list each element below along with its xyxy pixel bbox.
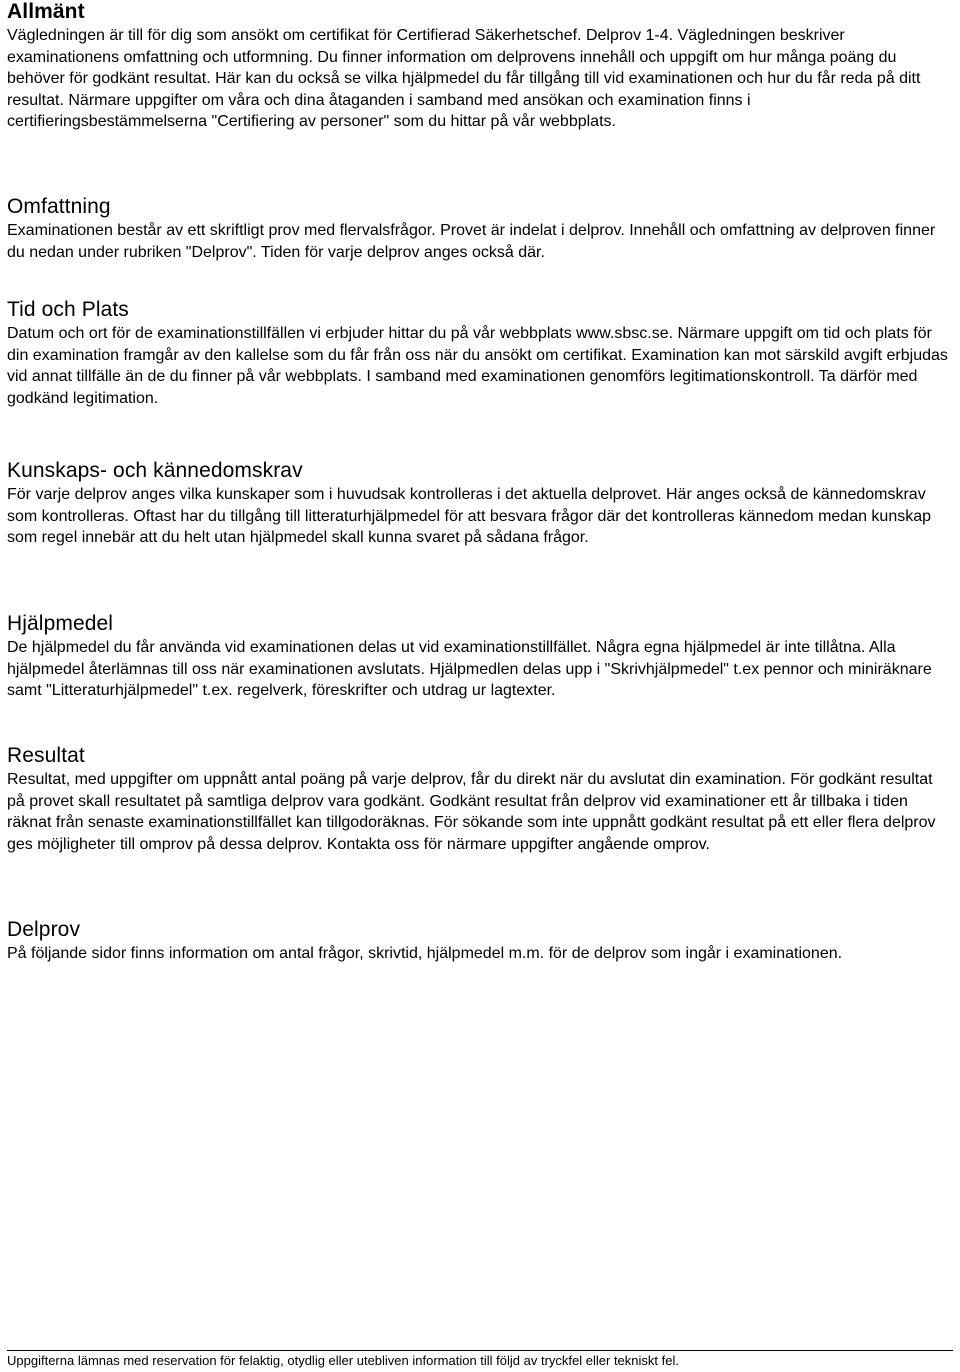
- section-body-hjalpmedel: De hjälpmedel du får använda vid examinationen delas ut vid examinationstillfället. Några egna hjälpmedel är inte tillåtna. Alla hjälpmedel återlämnas till oss när examinationen avslutats. Hjälpmedlen delas upp i "Skrivhjälpmedel" t.ex pennor och miniräknare samt "Litteraturhjälpmedel" t.ex. regelverk, föreskrifter och utdrag ur lagtexter.: [7, 639, 932, 699]
- section-body-allmant: Vägledningen är till för dig som ansökt om certifikat för Certifierad Säkerhetschef. Delprov 1-4. Vägledningen beskriver examinationens omfattning och utformning. Du finner information om delprovens innehåll och uppgift om hur många poäng du behöver för godkänt resultat. Här kan du också se vilka hjälpmedel du får tillgång till vid examinationen och hur du får reda på ditt resultat. Närmare uppgifter om våra och dina åtaganden i samband med ansökan och examination finns i certifieringsbestämmelserna "Certifiering av personer" som du hittar på vår webbplats.: [7, 27, 921, 130]
- section-body-kunskaps-och-kannedomskrav: För varje delprov anges vilka kunskaper som i huvudsak kontrolleras i det aktuella delprovet. Här anges också de kännedomskrav som kontrolleras. Oftast har du tillgång till litteraturhjälpmedel för att besvara frågor där det kontrolleras kännedom medan kunskap som regel innebär att du helt utan hjälpmedel skall kunna svaret på sådana frågor.: [7, 486, 932, 546]
- section-title-omfattning: Omfattning: [7, 195, 111, 218]
- section-body-omfattning: Examinationen består av ett skriftligt prov med flervalsfrågor. Provet är indelat i delprov. Innehåll och omfattning av delproven finner du nedan under rubriken "Delprov". Tiden för varje delprov anges också där.: [7, 222, 936, 261]
- section-title-tid-och-plats: Tid och Plats: [7, 298, 129, 321]
- section-hjalpmedel: [7, 612, 953, 702]
- section-body-tid-och-plats: Datum och ort för de examinationstillfällen vi erbjuder hittar du på vår webbplats www.sbsc.se. Närmare uppgift om tid och plats för din examination framgår av den kallelse som du får från oss när du ansökt om certifikat. Examination kan mot särskild avgift erbjudas vid annat tillfälle än de du finner på vår webbplats. I samband med examinationen genomförs legitimationskontroll. Ta därför med godkänd legitimation.: [7, 325, 948, 407]
- section-resultat: [7, 744, 953, 855]
- footer-disclaimer: Uppgifterna lämnas med reservation för felaktig, otydlig eller utebliven information till följd av tryckfel eller tekniskt fel.: [7, 1353, 679, 1368]
- section-delprov: [7, 918, 953, 965]
- section-title-hjalpmedel: Hjälpmedel: [7, 612, 114, 635]
- section-body-delprov: På följande sidor finns information om antal frågor, skrivtid, hjälpmedel m.m. för de delprov som ingår i examinationen.: [7, 945, 843, 962]
- section-title-kunskaps-och-kannedomskrav: Kunskaps- och kännedomskrav: [7, 459, 303, 482]
- section-title-delprov: Delprov: [7, 918, 81, 941]
- section-allmant: [7, 0, 953, 133]
- section-kunskaps-och-kannedomskrav: [7, 459, 953, 549]
- section-omfattning: [7, 195, 953, 263]
- section-title-allmant: Allmänt: [7, 0, 85, 23]
- footer-divider: [7, 1350, 953, 1351]
- section-title-resultat: Resultat: [7, 744, 85, 767]
- section-body-resultat: Resultat, med uppgifter om uppnått antal poäng på varje delprov, får du direkt när du avslutat din examination. För godkänt resultat på provet skall resultatet på samtliga delprov vara godkänt. Godkänt resultat från delprov vid examinationer ett år tillbaka i tiden räknat från senaste examinationstillfället kan tillgodoräknas. För sökande som inte uppnått godkänt resultat på ett eller flera delprov ges möjligheter till omprov på dessa delprov. Kontakta oss för närmare uppgifter angående omprov.: [7, 771, 936, 853]
- section-tid-och-plats: [7, 298, 953, 409]
